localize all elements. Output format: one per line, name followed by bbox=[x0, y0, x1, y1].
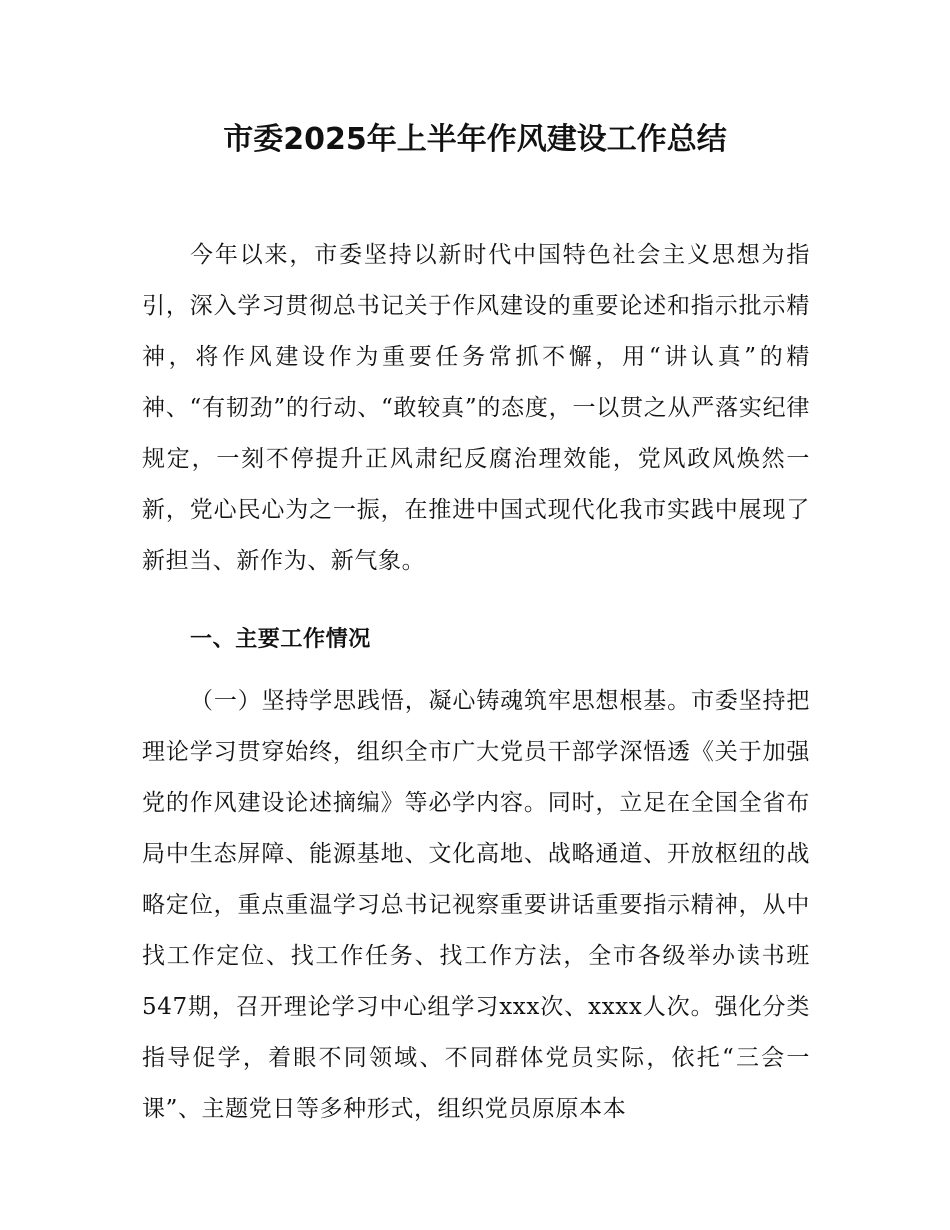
section-paragraph: （一）坚持学思践悟，凝心铸魂筑牢思想根基。市委坚持把理论学习贯穿始终，组织全市广大党员干部学深悟透《关于加强党的作风建设论述摘编》等必学内容。同时，立足在全国全省布局中生态屏障、能源基地、文化高地、战略通道、开放枢纽的战略定位，重点重温学习总书记视察重要讲话重要指示精神，从中找工作定位、找工作任务、找工作方法，全市各级举办读书班547期，召开理论学习中心组学习xxx次、xxxx人次。强化分类指导促学，着眼不同领域、不同群体党员实际，依托“三会一课”、主题党日等多种形式，组织党员原原本本 bbox=[142, 688, 810, 1122]
document-title: 市委2025年上半年作风建设工作总结 bbox=[223, 122, 727, 157]
intro-paragraph: 今年以来，市委坚持以新时代中国特色社会主义思想为指引，深入学习贯彻总书记关于作风建设的重要论述和指示批示精神，将作风建设作为重要任务常抓不懈，用“讲认真”的精神、“有韧劲”的行动、“敢较真”的态度，一以贯之从严落实纪律规定，一刻不停提升正风肃纪反腐治理效能，党风政风焕然一新，党心民心为之一振，在推进中国式现代化我市实践中展现了新担当、新作为、新气象。 bbox=[142, 242, 810, 574]
section-heading: 一、主要工作情况 bbox=[190, 627, 371, 652]
